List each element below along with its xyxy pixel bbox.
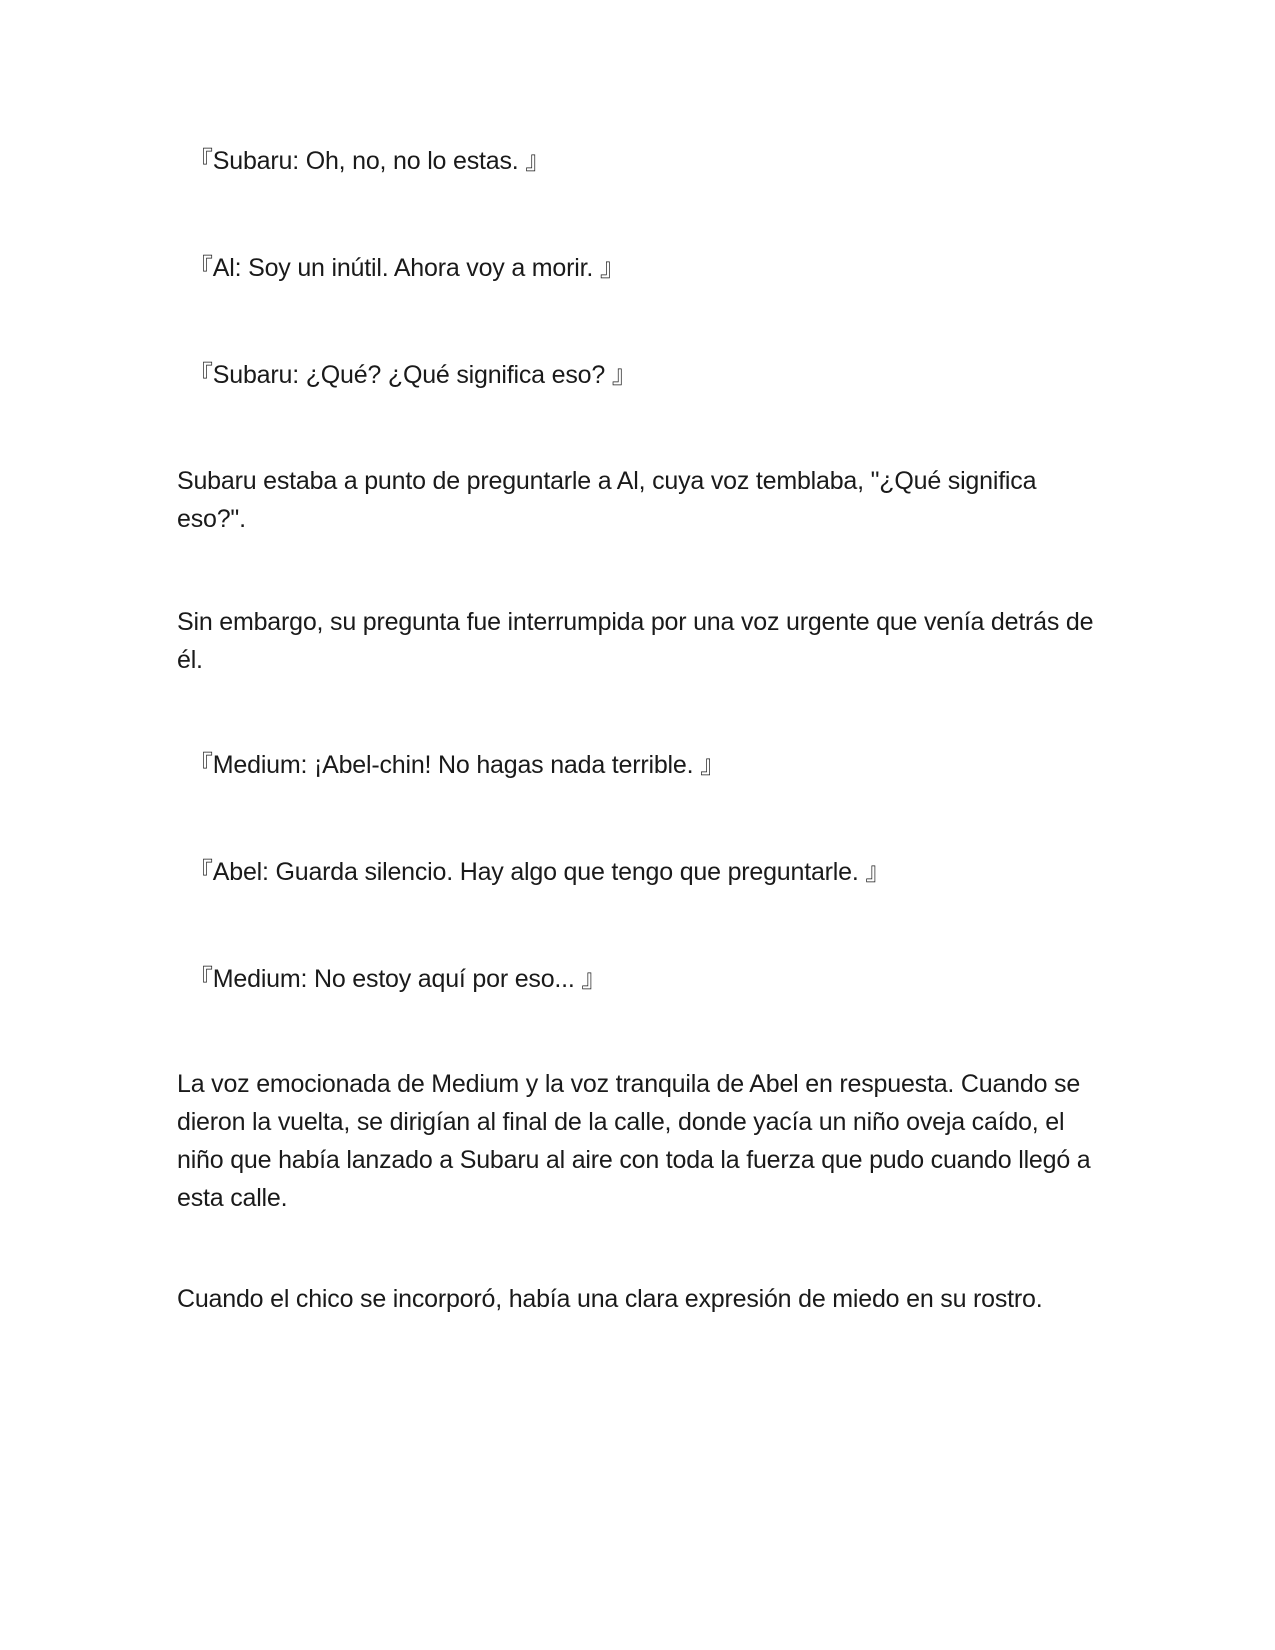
dialogue-line-al: 『Al: Soy un inútil. Ahora voy a morir. 』 xyxy=(188,254,625,282)
dialogue-line-subaru-2: 『Subaru: ¿Qué? ¿Qué significa eso? 』 xyxy=(188,361,637,389)
dialogue-line-subaru-1: 『Subaru: Oh, no, no lo estas. 』 xyxy=(188,147,551,175)
dialogue-line-abel: 『Abel: Guarda silencio. Hay algo que tengo que preguntarle. 』 xyxy=(188,858,891,886)
paragraph-subaru-question: Subaru estaba a punto de preguntarle a Al, cuya voz temblaba, "¿Qué significa eso?". xyxy=(177,467,1037,533)
paragraph-boy-fear: Cuando el chico se incorporó, había una clara expresión de miedo en su rostro. xyxy=(177,1285,1043,1313)
paragraph-voices-response: La voz emocionada de Medium y la voz tranquila de Abel en respuesta. Cuando se dieron la vuelta, se dirigían al final de la calle, donde yacía un niño oveja caído, el niño que había lanzado a Subaru al aire con toda la fuerza que pudo cuando llegó a esta calle. xyxy=(177,1070,1091,1212)
dialogue-line-medium-2: 『Medium: No estoy aquí por eso... 』 xyxy=(188,965,607,993)
paragraph-interruption: Sin embargo, su pregunta fue interrumpida por una voz urgente que venía detrás de él. xyxy=(177,608,1094,674)
dialogue-line-medium-1: 『Medium: ¡Abel-chin! No hagas nada terrible. 』 xyxy=(188,751,725,779)
